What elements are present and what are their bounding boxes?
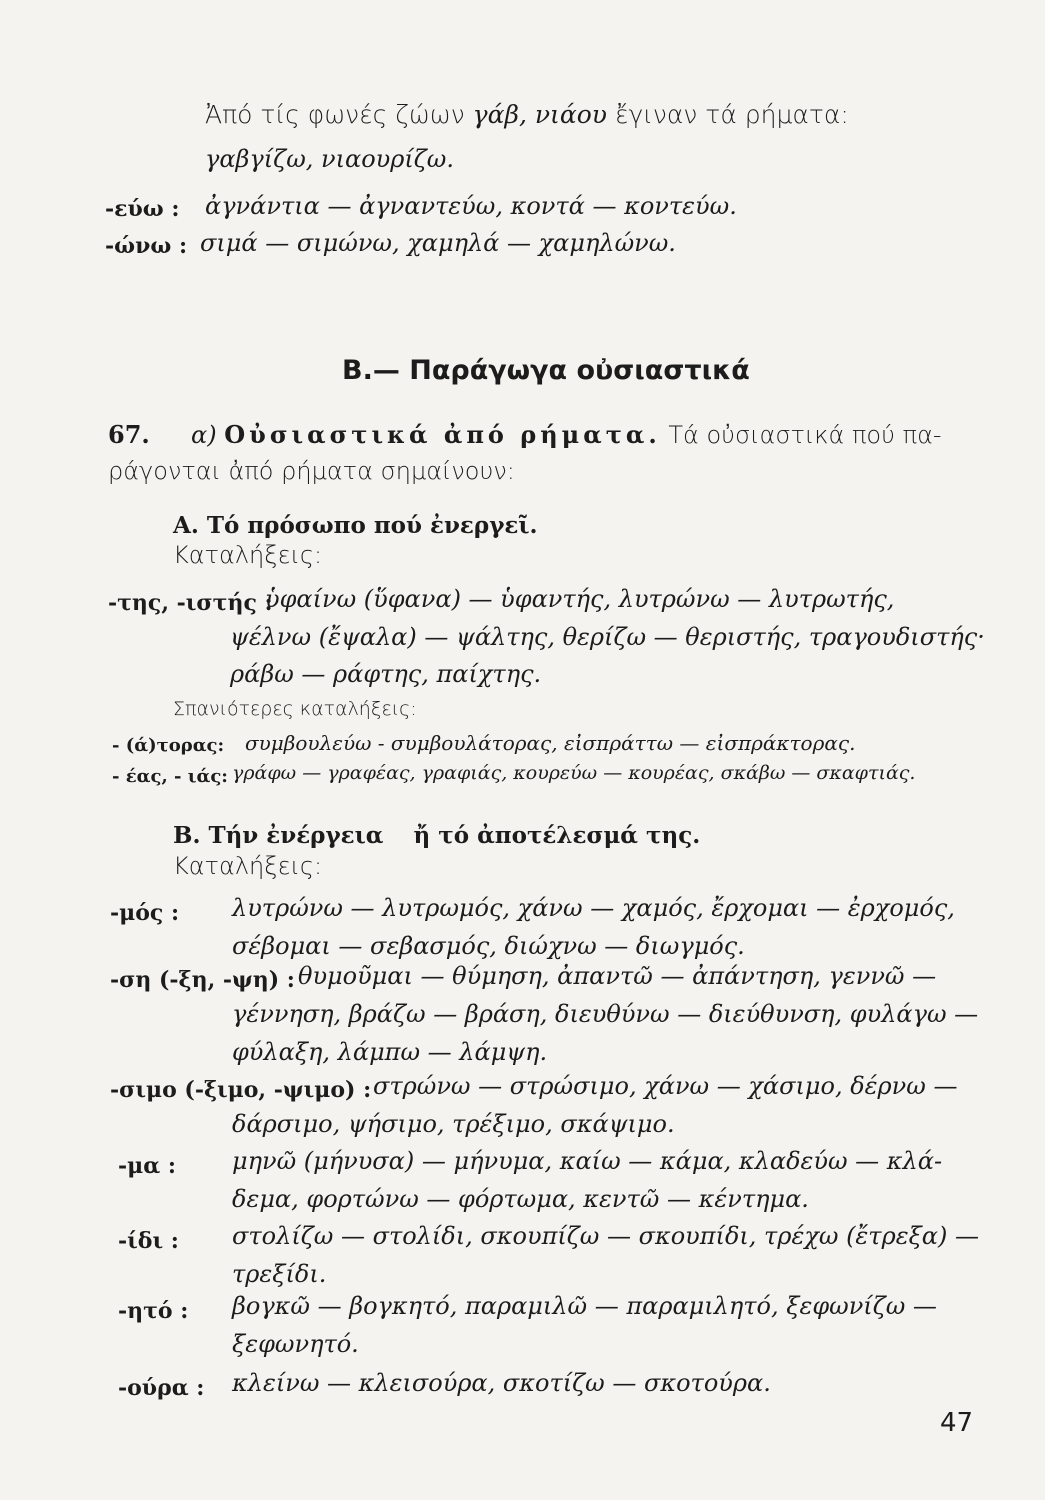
suffix-eas-examples: γράφω — γραφέας, γραφιάς, κουρεύω — κουρέας, σκάβω — σκαφτιάς. bbox=[232, 762, 916, 784]
suffix-ono: -ώνω : bbox=[105, 233, 188, 259]
paragraph-title: Οὐσιαστικά ἀπό ρήματα. bbox=[224, 420, 661, 449]
suffix-idi: -ίδι : bbox=[118, 1228, 179, 1254]
suffix-ma-line-2: δεμα, φορτώνω — φόρτωμα, κεντῶ — κέντημα. bbox=[232, 1185, 809, 1213]
intro-text: Ἀπό τίς φωνές ζώων bbox=[205, 100, 465, 129]
suffix-atoras: - (ά)τορας: bbox=[112, 735, 225, 756]
intro-italic-examples: γάβ, νιάου bbox=[472, 100, 607, 129]
suffix-simo-line-2: δάρσιμο, ψήσιμο, τρέξιμο, σκάψιμο. bbox=[232, 1110, 675, 1138]
suffix-eyo: -εύω : bbox=[105, 196, 180, 222]
part-b-title-2: ἤ τό ἀποτέλεσμά της. bbox=[413, 822, 701, 849]
intro-line-1 bbox=[205, 100, 849, 129]
section-title: B.— Παράγωγα οὐσιαστικά bbox=[342, 355, 750, 386]
part-b-title bbox=[173, 822, 700, 849]
suffix-oura: -ούρα : bbox=[118, 1375, 205, 1401]
suffix-tis-line-1: ὑφαίνω (ὕφανα) — ὑφαντής, λυτρώνω — λυτρωτής, bbox=[265, 585, 895, 613]
suffix-ito: -ητό : bbox=[118, 1298, 189, 1324]
suffix-tis-line-2: ψέλνω (ἔψαλα) — ψάλτης, θερίζω — θεριστής, τραγουδιστής· bbox=[230, 623, 985, 651]
paragraph-67-line-2: ράγονται ἀπό ρήματα σημαίνουν: bbox=[108, 457, 515, 485]
suffix-oura-line-1: κλείνω — κλεισούρα, σκοτίζω — σκοτούρα. bbox=[232, 1369, 771, 1397]
suffix-tis-line-3: ράβω — ράφτης, παίχτης. bbox=[230, 660, 542, 688]
part-b-endings-label: Καταλήξεις: bbox=[173, 852, 323, 880]
rare-endings-label: Σπανιότερες καταλήξεις: bbox=[173, 698, 417, 720]
page-number: 47 bbox=[940, 1408, 974, 1438]
suffix-atoras-examples: συμβουλεύω - συμβουλάτορας, εἰσπράττω — εἰσπράκτορας. bbox=[245, 731, 856, 755]
paragraph-67-line-1 bbox=[108, 420, 942, 449]
suffix-ito-line-1: βογκῶ — βογκητό, παραμιλῶ — παραμιλητό, ξεφωνίζω — bbox=[232, 1292, 937, 1320]
suffix-ma: -μα : bbox=[118, 1153, 176, 1179]
intro-line-2: γαβγίζω, νιαουρίζω. bbox=[205, 145, 454, 173]
suffix-eas: - έας, - ιάς: bbox=[112, 766, 228, 787]
paragraph-number: 67. bbox=[108, 420, 150, 449]
suffix-mos-line-1: λυτρώνω — λυτρωμός, χάνω — χαμός, ἔρχομαι — ἐρχομός, bbox=[232, 894, 955, 922]
intro-text-end: ἔγιναν τά ρήματα: bbox=[614, 100, 849, 129]
suffix-ito-line-2: ξεφωνητό. bbox=[232, 1330, 359, 1358]
suffix-eyo-examples: ἀγνάντια — ἀγναντεύω, κοντά — κοντεύω. bbox=[205, 192, 737, 220]
suffix-si: -ση (-ξη, -ψη) : bbox=[110, 967, 295, 993]
suffix-tis: -της, -ιστής : bbox=[108, 590, 273, 616]
suffix-ono-examples: σιμά — σιμώνω, χαμηλά — χαμηλώνω. bbox=[200, 229, 676, 257]
paragraph-label: α) bbox=[191, 421, 217, 449]
suffix-simo-line-1: στρώνω — στρώσιμο, χάνω — χάσιμο, δέρνω — bbox=[373, 1072, 958, 1100]
suffix-mos: -μός : bbox=[110, 900, 180, 926]
suffix-idi-line-2: τρεξίδι. bbox=[232, 1260, 327, 1288]
paragraph-text: Τά οὐσιαστικά πού πα- bbox=[668, 421, 942, 449]
suffix-idi-line-1: στολίζω — στολίδι, σκουπίζω — σκουπίδι, τρέχω (ἔτρεξα) — bbox=[232, 1222, 979, 1250]
suffix-si-line-3: φύλαξη, λάμπω — λάμψη. bbox=[232, 1038, 548, 1066]
suffix-si-line-1: θυμοῦμαι — θύμηση, ἀπαντῶ — ἀπάντηση, γεννῶ — bbox=[298, 962, 937, 990]
part-a-endings-label: Καταλήξεις: bbox=[173, 541, 323, 569]
part-a-title: A. Τό πρόσωπο πού ἐνεργεῖ. bbox=[173, 512, 538, 539]
suffix-simo: -σιμο (-ξιμο, -ψιμο) : bbox=[110, 1077, 372, 1103]
part-b-title-1: B. Τήν ἐνέργεια bbox=[173, 822, 384, 849]
suffix-mos-line-2: σέβομαι — σεβασμός, διώχνω — διωγμός. bbox=[232, 932, 745, 960]
suffix-si-line-2: γέννηση, βράζω — βράση, διευθύνω — διεύθυνση, φυλάγω — bbox=[232, 1000, 979, 1028]
suffix-ma-line-1: μηνῶ (μήνυσα) — μήνυμα, καίω — κάμα, κλαδεύω — κλά- bbox=[232, 1147, 943, 1175]
